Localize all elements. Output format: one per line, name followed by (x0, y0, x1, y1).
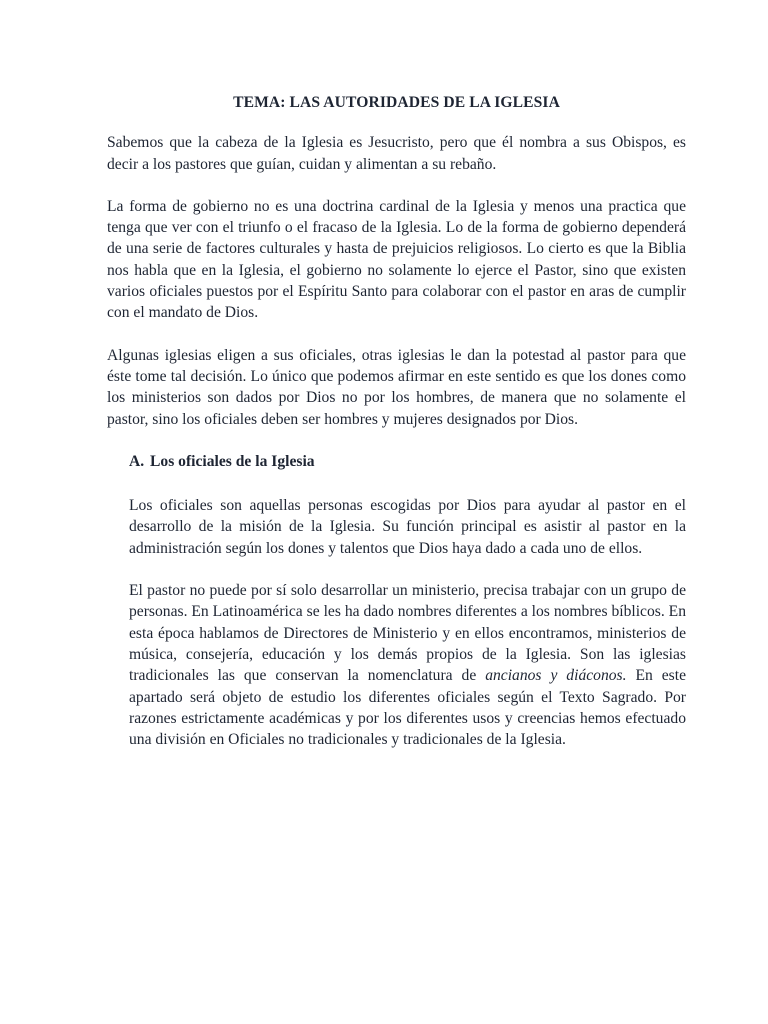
document-title: TEMA: LAS AUTORIDADES DE LA IGLESIA (233, 94, 560, 111)
intro-paragraph: Sabemos que la cabeza de la Iglesia es Jesucristo, pero que él nombra a sus Obispos, es decir a los pastores que guían, cuidan y alimentan a su rebaño. (107, 134, 686, 173)
government-paragraph: La forma de gobierno no es una doctrina cardinal de la Iglesia y menos una practica que tenga que ver con el triunfo o el fracaso de la Iglesia. Lo de la forma de gobierno dependerá de una serie de factores culturales y hasta de prejuicios religiosos. Lo cierto es que la Biblia nos habla que en la Iglesia, el gobierno no solamente lo ejerce el Pastor, sino que existen varios oficiales puestos por el Espíritu Santo para colaborar con el pastor en aras de cumplir con el mandato de Dios. (107, 197, 686, 322)
pastor-paragraph-italic: ancianos y diáconos. (485, 667, 627, 685)
officials-paragraph: Los oficiales son aquellas personas escogidas por Dios para ayudar al pastor en el desarrollo de la misión de la Iglesia. Su función principal es asistir al pastor en la administración según los dones y talentos que Dios haya dado a cada uno de ellos. (129, 497, 686, 557)
pastor-paragraph-text-before: El pastor no puede por sí solo desarrollar un ministerio, precisa trabajar con un grupo de personas. En Latinoamérica se les ha dado nombres diferentes a los nombres bíblicos. En esta época hablamos de Directores de Ministerio y en ellos encontramos, ministerios de música, consejería, educación y los demás propios de la Iglesia. Son las iglesias tradicionales las que conservan la nomenclatura de (129, 582, 686, 685)
section-a-heading (129, 451, 686, 472)
section-a-title: Los oficiales de la Iglesia (150, 452, 315, 470)
election-paragraph: Algunas iglesias eligen a sus oficiales, otras iglesias le dan la potestad al pastor para que éste tome tal decisión. Lo único que podemos afirmar en este sentido es que los dones como los ministerios son dados por Dios no por los hombres, de manera que no solamente el pastor, sino los oficiales deben ser hombres y mujeres designados por Dios. (107, 346, 686, 428)
pastor-paragraph (129, 580, 686, 750)
pastor-paragraph-text-after: En este apartado será objeto de estudio los diferentes oficiales según el Texto Sagrado. Por razones estrictamente académicas y por los diferentes usos y creencias hemos efectuado una división en Oficiales no tradicionales y tradicionales de la Iglesia. (129, 667, 686, 749)
section-a-letter: A. (129, 452, 145, 470)
document-page (107, 92, 686, 771)
